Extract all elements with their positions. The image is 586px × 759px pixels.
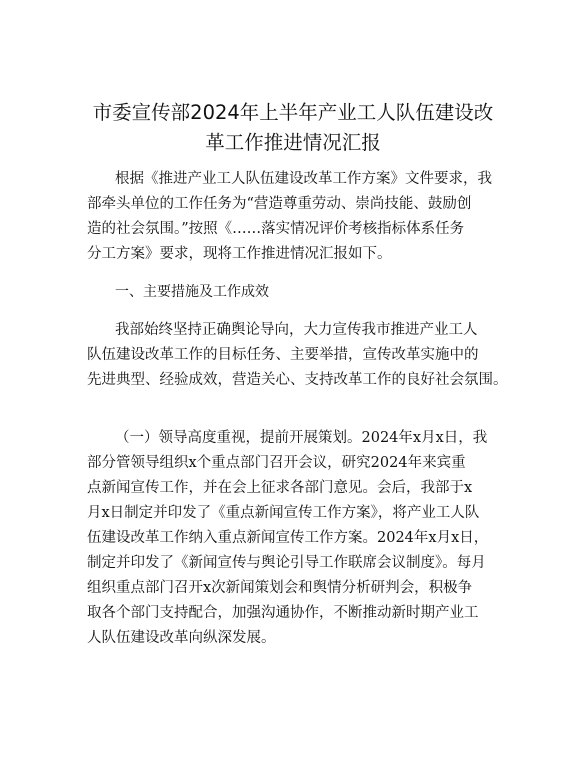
document-title-line-2: 革工作推进情况汇报 — [205, 131, 381, 154]
subsection-line: 取各个部门支持配合，加强沟通协作，不断推动新时期产业工 — [87, 605, 479, 621]
intro-line: 根据《推进产业工人队伍建设改革工作方案》文件要求，我 — [115, 171, 492, 187]
subsection-line: 部分管领导组织x个重点部门召开会议，研究2024年来宾重 — [87, 455, 466, 471]
subsection-line: （一）领导高度重视，提前开展策划。2024年x月x日，我 — [115, 430, 488, 446]
subsection-line: 人队伍建设改革向纵深发展。 — [87, 630, 276, 646]
section-heading: 一、主要措施及工作成效 — [115, 284, 269, 300]
section-body-line: 队伍建设改革工作的目标任务、主要举措，宣传改革实施中的 — [87, 347, 479, 363]
document-title-line-1: 市委宣传部2024年上半年产业工人队伍建设改 — [92, 101, 494, 124]
intro-line: 分工方案》要求，现将工作推进情况汇报如下。 — [87, 246, 392, 262]
subsection-line: 组织重点部门召开x次新闻策划会和舆情分析研判会，积极争 — [87, 580, 473, 596]
section-body-line: 先进典型、经验成效，营造关心、支持改革工作的良好社会氛围。 — [87, 372, 508, 388]
intro-line: 部牵头单位的工作任务为“营造尊重劳动、崇尚技能、鼓励创 — [87, 196, 472, 212]
subsection-line: 伍建设改革工作纳入重点新闻宣传工作方案。2024年x月x日， — [87, 530, 489, 546]
section-body-line: 我部始终坚持正确舆论导向，大力宣传我市推进产业工人 — [115, 322, 478, 338]
intro-line: 造的社会氛围。”按照《……落实情况评价考核指标体系任务 — [87, 221, 465, 237]
subsection-line: 点新闻宣传工作，并在会上征求各部门意见。会后，我部于x — [87, 480, 473, 496]
subsection-line: 月x日制定并印发了《重点新闻宣传工作方案》，将产业工人队 — [87, 505, 480, 521]
subsection-line: 制定并印发了《新闻宣传与舆论引导工作联席会议制度》。每月 — [87, 555, 486, 571]
